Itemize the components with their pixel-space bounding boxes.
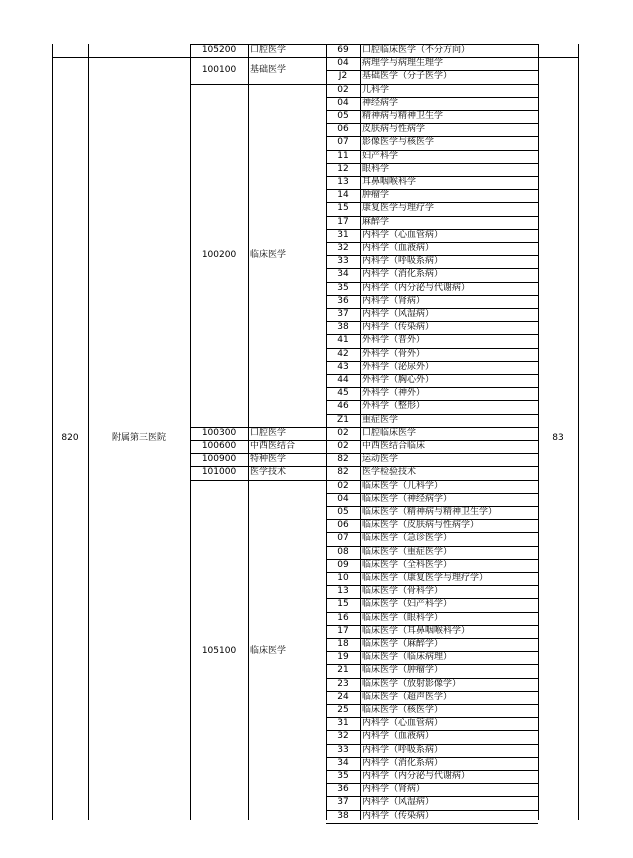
- subject-code: 100900: [201, 454, 237, 465]
- direction-name: 临床医学（临床病理）: [362, 652, 453, 663]
- direction-name: 临床医学（康复医学与理疗学）: [362, 573, 489, 583]
- direction-code: 04: [337, 493, 349, 504]
- direction-code: Z1: [337, 414, 349, 425]
- inner-column-line: [248, 44, 249, 820]
- direction-name: 临床医学（麻醉学）: [362, 639, 444, 649]
- direction-name: 外科学（骨外）: [362, 348, 426, 359]
- direction-name: 内科学（消化系病）: [362, 269, 444, 280]
- direction-code: 10: [337, 573, 349, 583]
- direction-code: 82: [337, 454, 349, 465]
- direction-name: 儿科学: [362, 84, 390, 95]
- direction-code: 08: [337, 546, 349, 557]
- direction-code: 44: [337, 375, 349, 385]
- subject-code: 105100: [201, 645, 237, 656]
- direction-code: 32: [337, 731, 349, 742]
- direction-code: 16: [337, 612, 349, 623]
- outer-column-line: [578, 44, 579, 820]
- direction-name: 精神病与精神卫生学: [362, 111, 444, 121]
- subject-code: 105200: [201, 45, 237, 55]
- direction-name: 内科学（内分泌与代谢病）: [362, 282, 471, 293]
- direction-code: 15: [337, 599, 349, 610]
- direction-code: 37: [337, 309, 349, 319]
- row-divider: [326, 823, 538, 824]
- direction-name: 外科学（神外）: [362, 388, 426, 399]
- direction-name: 内科学（风湿病）: [362, 797, 435, 808]
- direction-name: 外科学（整形）: [362, 401, 426, 412]
- direction-code: 05: [337, 111, 349, 121]
- direction-name: 内科学（风湿病）: [362, 309, 435, 319]
- direction-name: 运动医学: [362, 454, 399, 465]
- subject-code: 100300: [201, 427, 237, 438]
- direction-code: 31: [337, 229, 349, 240]
- direction-name: 皮肤病与性病学: [362, 124, 426, 135]
- subject-code: 101000: [201, 467, 237, 478]
- direction-name: 临床医学（精神病与精神卫生学）: [362, 507, 498, 517]
- direction-code: 35: [337, 282, 349, 293]
- direction-name: 外科学（胸心外）: [362, 375, 435, 385]
- subject-name: 基础医学: [250, 64, 287, 75]
- direction-name: 医学检验技术: [362, 467, 417, 478]
- direction-code: 13: [337, 586, 349, 597]
- direction-name: 临床医学（骨科学）: [362, 586, 444, 597]
- subject-name: 临床医学: [250, 249, 287, 260]
- direction-code: J2: [338, 71, 348, 82]
- subject-name: 特种医学: [250, 454, 287, 465]
- direction-code: 23: [337, 678, 349, 689]
- direction-name: 口腔临床医学（不分方向）: [362, 45, 471, 55]
- direction-name: 内科学（呼吸系病）: [362, 256, 444, 267]
- direction-code: 13: [337, 177, 349, 187]
- direction-code: 24: [337, 691, 349, 702]
- direction-code: 36: [337, 295, 349, 306]
- direction-name: 外科学（泌尿外）: [362, 361, 435, 372]
- direction-name: 内科学（心血管病）: [362, 718, 444, 729]
- direction-name: 内科学（血液病）: [362, 731, 435, 742]
- direction-code: 02: [337, 84, 349, 95]
- direction-code: 31: [337, 718, 349, 729]
- direction-code: 02: [337, 427, 349, 438]
- direction-name: 康复医学与理疗学: [362, 203, 435, 214]
- direction-name: 肿瘤学: [362, 190, 390, 201]
- direction-name: 临床医学（肿瘤学）: [362, 665, 444, 676]
- direction-name: 临床医学（全科医学）: [362, 559, 453, 570]
- direction-name: 眼科学: [362, 163, 390, 174]
- direction-name: 重症医学: [362, 414, 399, 425]
- direction-name: 影像医学与核医学: [362, 137, 435, 148]
- direction-name: 临床医学（眼科学）: [362, 612, 444, 623]
- direction-code: 02: [337, 441, 349, 451]
- direction-name: 耳鼻咽喉科学: [362, 177, 417, 187]
- direction-code: 02: [337, 480, 349, 491]
- direction-name: 临床医学（妇产科学）: [362, 599, 453, 610]
- direction-code: 38: [337, 322, 349, 333]
- subject-code: 100200: [201, 249, 237, 260]
- direction-code: 18: [337, 639, 349, 649]
- direction-code: 09: [337, 559, 349, 570]
- unit-code: 820: [61, 433, 79, 444]
- direction-name: 临床医学（儿科学）: [362, 480, 444, 491]
- direction-code: 19: [337, 652, 349, 663]
- subject-name: 临床医学: [250, 645, 287, 656]
- subject-name: 口腔医学: [250, 45, 287, 55]
- direction-code: 12: [337, 163, 349, 174]
- direction-code: 34: [337, 269, 349, 280]
- direction-name: 内科学（血液病）: [362, 243, 435, 253]
- direction-code: 14: [337, 190, 349, 201]
- direction-code: 46: [337, 401, 349, 412]
- direction-code: 82: [337, 467, 349, 478]
- direction-name: 临床医学（耳鼻咽喉科学）: [362, 625, 471, 636]
- direction-name: 内科学（消化系病）: [362, 757, 444, 768]
- direction-name: 中西医结合临床: [362, 441, 426, 451]
- direction-code: 04: [337, 97, 349, 108]
- direction-name: 临床医学（神经病学）: [362, 493, 453, 504]
- direction-code: 41: [337, 335, 349, 346]
- direction-name: 内科学（肾病）: [362, 295, 426, 306]
- subject-name: 中西医结合: [250, 441, 296, 452]
- subject-code: 100100: [201, 64, 237, 75]
- direction-code: 38: [337, 810, 349, 821]
- direction-code: 07: [337, 137, 349, 148]
- unit-name: 附属第三医院: [111, 433, 166, 444]
- direction-code: 37: [337, 797, 349, 808]
- direction-code: 43: [337, 361, 349, 372]
- direction-code: 42: [337, 348, 349, 359]
- subject-name: 口腔医学: [250, 427, 287, 438]
- direction-code: 06: [337, 520, 349, 531]
- direction-name: 基础医学（分子医学）: [362, 71, 453, 82]
- enrollment-count: 83: [552, 433, 564, 444]
- direction-code: 36: [337, 784, 349, 795]
- direction-name: 内科学（心血管病）: [362, 229, 444, 240]
- direction-name: 妇产科学: [362, 150, 399, 161]
- direction-name: 临床医学（皮肤病与性病学）: [362, 520, 480, 531]
- direction-name: 内科学（传染病）: [362, 810, 435, 821]
- direction-code: 11: [337, 150, 349, 161]
- direction-code: 06: [337, 124, 349, 135]
- direction-name: 临床医学（急诊医学）: [362, 533, 453, 544]
- subject-name: 医学技术: [250, 467, 287, 478]
- direction-name: 内科学（传染病）: [362, 322, 435, 333]
- direction-name: 临床医学（核医学）: [362, 705, 444, 715]
- direction-code: 69: [337, 45, 349, 55]
- direction-code: 25: [337, 705, 349, 715]
- direction-code: 45: [337, 388, 349, 399]
- direction-name: 内科学（呼吸系病）: [362, 744, 444, 755]
- direction-name: 内科学（内分泌与代谢病）: [362, 771, 471, 781]
- direction-code: 32: [337, 243, 349, 253]
- direction-name: 病理学与病理生理学: [362, 58, 444, 69]
- subject-code: 100600: [201, 441, 237, 452]
- direction-code: 33: [337, 256, 349, 267]
- direction-code: 34: [337, 757, 349, 768]
- direction-code: 15: [337, 203, 349, 214]
- direction-name: 外科学（普外）: [362, 335, 426, 346]
- direction-code: 35: [337, 771, 349, 781]
- direction-name: 内科学（肾病）: [362, 784, 426, 795]
- direction-name: 神经病学: [362, 97, 399, 108]
- direction-name: 麻醉学: [362, 216, 390, 227]
- direction-name: 临床医学（重症医学）: [362, 546, 453, 557]
- direction-code: 04: [337, 58, 349, 69]
- direction-code: 17: [337, 216, 349, 227]
- direction-code: 17: [337, 625, 349, 636]
- direction-name: 临床医学（放射影像学）: [362, 678, 462, 689]
- direction-code: 07: [337, 533, 349, 544]
- direction-name: 口腔临床医学: [362, 427, 417, 438]
- direction-code: 05: [337, 507, 349, 517]
- direction-code: 33: [337, 744, 349, 755]
- direction-name: 临床医学（超声医学）: [362, 691, 453, 702]
- direction-code: 21: [337, 665, 349, 676]
